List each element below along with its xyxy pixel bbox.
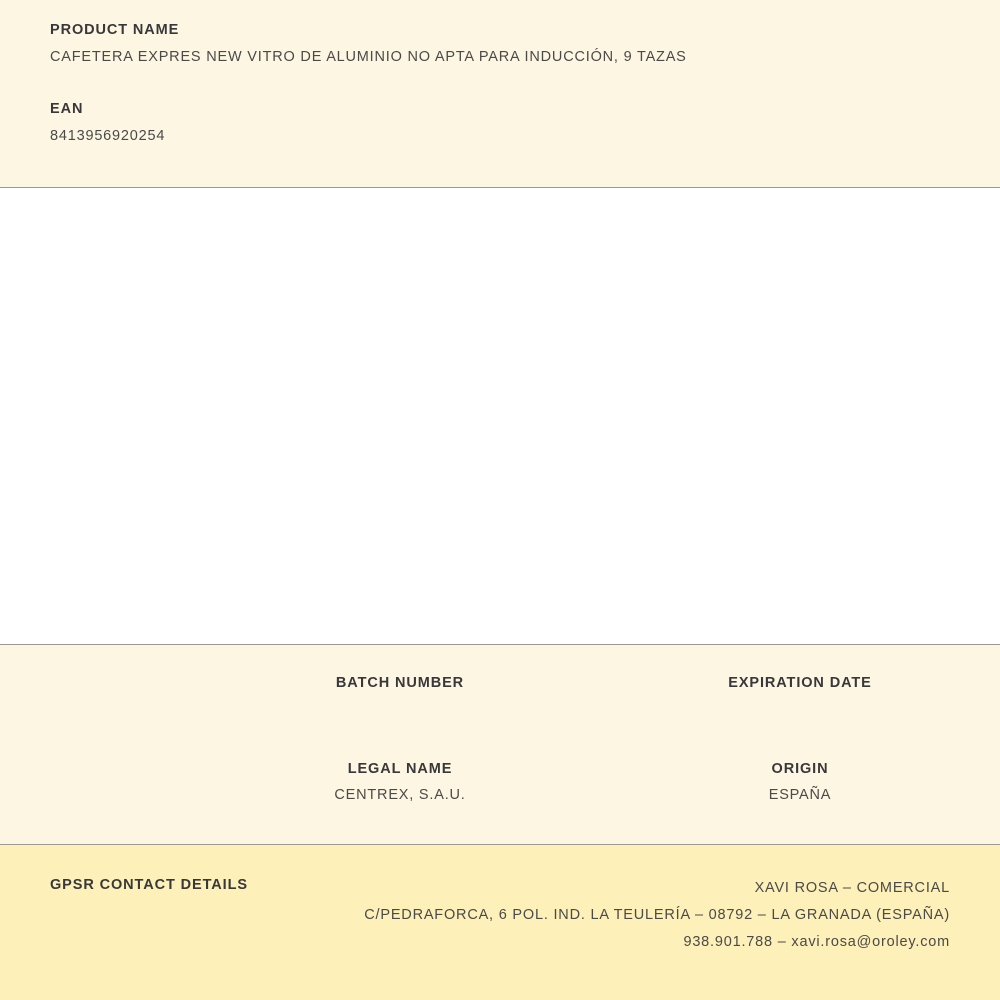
expiration-date-cell [600,675,1000,701]
gpsr-contact-line-1: XAVI ROSA – COMERCIAL [754,880,950,896]
legal-name-value: CENTREX, S.A.U. [334,787,466,803]
ean-field [50,101,950,144]
middle-info-block [0,645,1000,845]
origin-cell [600,761,1000,803]
legal-name-label: LEGAL NAME [347,761,453,777]
product-name-label: PRODUCT NAME [50,22,180,38]
batch-expiration-row [0,675,1000,701]
gpsr-footer [0,845,1000,1000]
field-spacer [50,73,950,101]
gpsr-contact-line-2: C/PEDRAFORCA, 6 POL. IND. LA TEULERÍA – 08792 – LA GRANADA (ESPAÑA) [364,907,950,923]
batch-number-cell [200,675,600,701]
gpsr-contact-details [364,875,950,956]
origin-value: ESPAÑA [768,787,832,803]
legal-origin-row [0,761,1000,803]
row-left-spacer-2 [0,761,200,803]
ean-label: EAN [50,101,84,117]
origin-label: ORIGIN [771,761,829,777]
top-info-block [0,0,1000,188]
expiration-date-label: EXPIRATION DATE [728,675,872,691]
ean-value: 8413956920254 [50,128,166,144]
product-name-field [50,22,950,65]
gpsr-contact-line-3: 938.901.788 – xavi.rosa@oroley.com [683,934,950,950]
gpsr-contact-label: GPSR CONTACT DETAILS [50,877,248,893]
product-image-area [0,188,1000,645]
legal-name-cell [200,761,600,803]
batch-number-label: BATCH NUMBER [335,675,465,691]
row-left-spacer [0,675,200,701]
product-name-value: CAFETERA EXPRES NEW VITRO DE ALUMINIO NO APTA PARA INDUCCIÓN, 9 TAZAS [50,49,687,65]
